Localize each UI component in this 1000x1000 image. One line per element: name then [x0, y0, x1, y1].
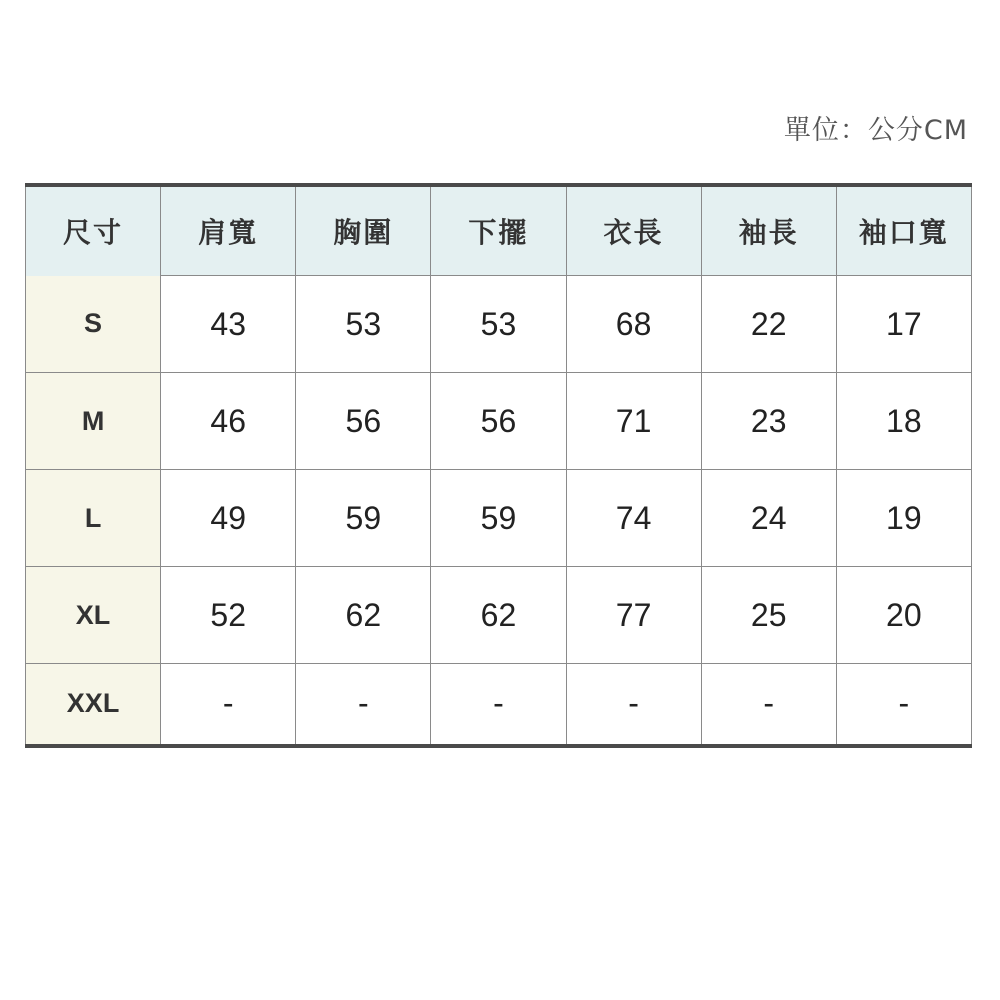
table-cell: - — [836, 664, 971, 746]
table-cell: - — [296, 664, 431, 746]
header-shoulder-width: 肩寬 — [161, 185, 296, 276]
table-row — [26, 373, 972, 470]
table-cell: 23 — [701, 373, 836, 470]
table-cell: - — [566, 664, 701, 746]
header-cuff-width: 袖口寬 — [836, 185, 971, 276]
table-cell: 62 — [296, 567, 431, 664]
unit-label: 單位：公分CM — [783, 115, 968, 146]
header-size: 尺寸 — [26, 185, 161, 276]
table-cell: 49 — [161, 470, 296, 567]
table-cell: 46 — [161, 373, 296, 470]
table-cell: 43 — [161, 276, 296, 373]
table-cell: 56 — [431, 373, 566, 470]
table-cell: 24 — [701, 470, 836, 567]
table-cell: 59 — [296, 470, 431, 567]
header-length: 衣長 — [566, 185, 701, 276]
size-label: M — [26, 373, 161, 470]
size-label: XL — [26, 567, 161, 664]
table-cell: 18 — [836, 373, 971, 470]
size-label: L — [26, 470, 161, 567]
table-cell: 77 — [566, 567, 701, 664]
table-cell: 71 — [566, 373, 701, 470]
table-cell: 19 — [836, 470, 971, 567]
size-label: S — [26, 276, 161, 373]
table-cell: 22 — [701, 276, 836, 373]
table-cell: 68 — [566, 276, 701, 373]
table-row — [26, 664, 972, 746]
table-cell: 25 — [701, 567, 836, 664]
table-row — [26, 567, 972, 664]
table-cell: 53 — [296, 276, 431, 373]
table-cell: - — [161, 664, 296, 746]
table-cell: - — [701, 664, 836, 746]
size-label: XXL — [26, 664, 161, 746]
table-cell: - — [431, 664, 566, 746]
header-row — [26, 185, 972, 276]
header-sleeve-length: 袖長 — [701, 185, 836, 276]
table-cell: 20 — [836, 567, 971, 664]
table-row — [26, 470, 972, 567]
table-cell: 52 — [161, 567, 296, 664]
table-cell: 59 — [431, 470, 566, 567]
header-hem: 下擺 — [431, 185, 566, 276]
size-table — [25, 183, 972, 748]
table-cell: 17 — [836, 276, 971, 373]
table-cell: 53 — [431, 276, 566, 373]
table-row — [26, 276, 972, 373]
table-cell: 62 — [431, 567, 566, 664]
header-chest: 胸圍 — [296, 185, 431, 276]
table-cell: 56 — [296, 373, 431, 470]
table-cell: 74 — [566, 470, 701, 567]
